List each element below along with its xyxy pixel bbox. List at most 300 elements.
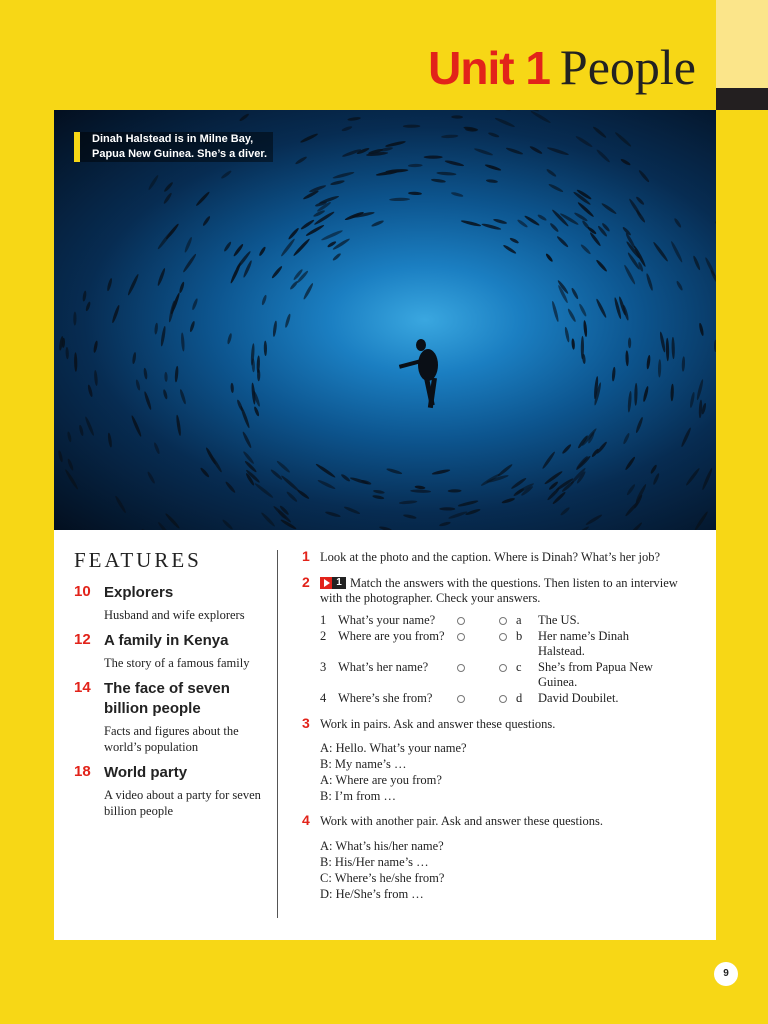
- fish-shape: [321, 229, 344, 241]
- exercise-4: [302, 814, 702, 902]
- fish-shape: [497, 110, 511, 112]
- diver-silhouette: [399, 339, 438, 408]
- fish-shape: [635, 483, 648, 503]
- page-title: [428, 38, 696, 96]
- answer-text: The US.: [538, 612, 580, 627]
- fish-shape: [439, 507, 455, 510]
- fish-shape: [567, 308, 577, 323]
- fish-shape: [242, 431, 253, 449]
- fish-shape: [260, 512, 276, 528]
- fish-shape: [448, 510, 468, 519]
- fish-shape: [182, 253, 197, 273]
- fish-shape: [289, 280, 299, 290]
- fish-shape: [373, 489, 385, 494]
- fish-shape: [408, 191, 422, 195]
- column-divider: [277, 550, 278, 918]
- fish-shape: [680, 427, 692, 448]
- fish-shape: [408, 164, 423, 168]
- question-number: 2: [320, 628, 327, 643]
- fish-shape: [570, 287, 579, 300]
- fish-shape: [143, 368, 148, 380]
- fish-shape: [544, 470, 564, 485]
- fish-shape: [627, 391, 632, 413]
- hero-photo: [54, 110, 716, 530]
- fish-shape: [595, 259, 608, 273]
- exercise-3: [302, 714, 702, 805]
- question-text: What’s her name?: [338, 659, 429, 674]
- fish-shape: [242, 450, 255, 464]
- exercises: [302, 550, 702, 902]
- fish-shape: [693, 511, 708, 530]
- fish-shape: [272, 320, 277, 337]
- fish-shape: [165, 223, 180, 240]
- fish-shape: [634, 383, 638, 406]
- fish-shape: [545, 253, 554, 263]
- feature-item[interactable]: [74, 679, 274, 755]
- fish-shape: [127, 273, 140, 296]
- feature-page: 10: [74, 583, 91, 600]
- fish-shape: [253, 406, 260, 417]
- fish-shape: [332, 171, 354, 180]
- fish-shape: [517, 219, 529, 229]
- unit-label: Unit 1: [428, 42, 550, 94]
- dialog-line: A: What’s his/her name?: [320, 838, 444, 853]
- fish-shape: [414, 485, 425, 489]
- fish-shape: [481, 223, 501, 231]
- fish-shape: [111, 304, 120, 323]
- fish-shape: [251, 358, 255, 372]
- fish-shape: [64, 469, 79, 491]
- fish-shape: [195, 191, 211, 207]
- fish-school-illustration: [54, 110, 716, 530]
- fish-shape: [585, 513, 603, 526]
- exercise-instruction: Look at the photo and the caption. Where is Dinah? What’s her job?: [320, 550, 661, 564]
- content-panel: [54, 530, 716, 940]
- fish-shape: [547, 146, 570, 156]
- exercise-instruction: Match the answers with the questions. Then listen to an interview with the photographer. Check your answers.: [320, 575, 678, 605]
- fish-shape: [575, 135, 593, 148]
- fish-shape: [347, 116, 361, 121]
- fish-shape: [484, 163, 501, 171]
- fish-shape: [332, 237, 351, 250]
- fish-shape: [67, 431, 72, 442]
- fish-shape: [704, 257, 716, 277]
- fish-shape: [174, 366, 179, 383]
- fish-shape: [179, 389, 187, 405]
- feature-page: 12: [74, 631, 91, 648]
- fish-shape: [341, 125, 352, 132]
- exercise-number: 1: [302, 548, 310, 564]
- fish-shape: [223, 241, 232, 252]
- feature-page: 14: [74, 679, 91, 696]
- fish-shape: [332, 252, 342, 261]
- fish-shape: [191, 298, 198, 311]
- fish-shape: [286, 491, 298, 503]
- fish-shape: [330, 179, 345, 185]
- features-sidebar: [74, 548, 274, 827]
- feature-description: The story of a famous family: [104, 656, 250, 670]
- fish-shape: [410, 489, 431, 493]
- exercise-number: 4: [302, 812, 310, 828]
- exercise-1: [302, 550, 702, 566]
- corner-tab-dark: [716, 88, 768, 110]
- question-number: 1: [320, 612, 327, 627]
- fish-shape: [280, 474, 300, 492]
- fish-shape: [276, 460, 291, 474]
- fish-shape: [239, 113, 250, 122]
- fish-shape: [264, 341, 267, 356]
- fish-shape: [164, 512, 180, 529]
- fish-shape: [153, 442, 161, 455]
- fish-shape: [225, 481, 237, 494]
- fish-shape: [371, 219, 385, 227]
- fish-shape: [292, 238, 310, 257]
- fish-shape: [502, 244, 517, 255]
- fish-shape: [284, 313, 291, 328]
- fish-shape: [581, 427, 598, 446]
- fish-shape: [85, 301, 91, 311]
- fish-shape: [295, 156, 308, 166]
- fish-shape: [689, 392, 695, 409]
- match-circle-icon[interactable]: [499, 695, 507, 703]
- fish-shape: [300, 219, 315, 231]
- fish-shape: [595, 298, 607, 318]
- fish-shape: [601, 202, 618, 215]
- fish-shape: [444, 159, 464, 167]
- fish-shape: [638, 169, 650, 183]
- fish-shape: [635, 196, 645, 206]
- fish-shape: [147, 174, 159, 190]
- answer-letter: a: [516, 612, 522, 627]
- fish-shape: [622, 432, 630, 444]
- exercise-number: 2: [302, 573, 310, 590]
- feature-title: World party: [104, 764, 188, 781]
- answer-letter: b: [516, 628, 523, 643]
- fish-shape: [403, 514, 417, 520]
- corner-tab-light: [716, 0, 768, 88]
- fish-shape: [623, 264, 636, 285]
- dialog-line: B: His/Her name’s …: [320, 854, 429, 869]
- dialog-line: B: I’m from …: [320, 789, 397, 803]
- diver-part: [399, 359, 421, 369]
- fish-shape: [441, 134, 458, 138]
- match-circle-icon[interactable]: [457, 617, 465, 625]
- fish-shape: [571, 338, 575, 350]
- fish-shape: [258, 246, 266, 257]
- page-number: 9: [714, 962, 738, 986]
- fish-shape: [199, 467, 210, 478]
- fish-shape: [157, 268, 167, 287]
- fish-shape: [494, 117, 515, 129]
- matching-table: [320, 613, 702, 707]
- dialog: [320, 838, 702, 902]
- fish-shape: [65, 347, 69, 359]
- fish-shape: [163, 192, 173, 205]
- dialog-line: A: Where are you from?: [320, 773, 442, 787]
- fish-shape: [74, 352, 78, 371]
- fish-shape: [696, 379, 704, 401]
- fish-shape: [436, 171, 456, 176]
- fish-shape: [564, 327, 570, 343]
- fish-shape: [620, 158, 631, 166]
- fish-shape: [107, 433, 112, 448]
- fish-shape: [574, 211, 589, 222]
- fish-shape: [205, 447, 217, 465]
- fish-shape: [424, 155, 443, 158]
- feature-description: Husband and wife explorers: [104, 608, 245, 622]
- fish-shape: [170, 292, 181, 315]
- fish-shape: [302, 282, 314, 300]
- fish-shape: [676, 280, 684, 291]
- feature-title: Explorers: [104, 584, 174, 601]
- fish-shape: [67, 458, 75, 471]
- fish-shape: [82, 290, 87, 301]
- match-row: [320, 691, 702, 707]
- fish-shape: [626, 521, 643, 530]
- fish-shape: [313, 210, 335, 225]
- fish-shape: [580, 243, 592, 255]
- fish-shape: [317, 479, 336, 490]
- fish-shape: [458, 499, 479, 507]
- fish-shape: [181, 332, 186, 351]
- fish-shape: [399, 500, 418, 505]
- match-circle-icon[interactable]: [499, 633, 507, 641]
- question-text: What’s your name?: [338, 612, 436, 627]
- answer-letter: c: [516, 659, 522, 674]
- fish-shape: [671, 337, 675, 359]
- fish-shape: [652, 473, 660, 486]
- fish-shape: [300, 132, 319, 143]
- fish-shape: [175, 414, 181, 436]
- fish-shape: [372, 494, 384, 499]
- fish-shape: [163, 181, 174, 192]
- fish-shape: [439, 521, 451, 527]
- fish-shape: [280, 238, 296, 257]
- fish-shape: [625, 350, 629, 366]
- fish-shape: [164, 372, 168, 382]
- feature-title: The face of seven billion people: [104, 680, 230, 717]
- fish-shape: [611, 367, 616, 382]
- fish-shape: [541, 451, 556, 470]
- fish-shape: [143, 391, 152, 410]
- fish-shape: [451, 191, 464, 197]
- match-row: [320, 660, 702, 691]
- fish-shape: [389, 198, 410, 202]
- fish-shape: [635, 416, 644, 433]
- fish-shape: [529, 145, 543, 155]
- fish-shape: [261, 294, 268, 305]
- fish-shape: [596, 149, 611, 164]
- fish-shape: [114, 495, 127, 514]
- feature-description: Facts and figures about the world’s population: [104, 724, 239, 754]
- question-number: 4: [320, 690, 327, 705]
- unit-title: People: [559, 39, 696, 95]
- fish-shape: [448, 489, 462, 492]
- fish-shape: [575, 455, 588, 470]
- match-circle-icon[interactable]: [457, 664, 465, 672]
- fish-shape: [202, 215, 211, 226]
- fish-shape: [670, 384, 674, 402]
- fish-shape: [681, 356, 685, 371]
- fish-shape: [511, 110, 522, 111]
- fish-shape: [242, 260, 253, 278]
- dialog-line: A: Hello. What’s your name?: [320, 741, 467, 755]
- fish-shape: [488, 132, 500, 139]
- fish-shape: [592, 126, 607, 139]
- dialog-line: C: Where’s he/she from?: [320, 870, 445, 885]
- fish-shape: [57, 450, 63, 463]
- fish-shape: [315, 463, 336, 479]
- fish-shape: [254, 482, 274, 499]
- fish-shape: [486, 179, 498, 184]
- fish-shape: [624, 456, 636, 471]
- fish-shape: [673, 217, 682, 228]
- fish-shape: [178, 281, 185, 293]
- fish-shape: [87, 384, 93, 397]
- fish-shape: [501, 497, 515, 504]
- fish-shape: [537, 214, 547, 222]
- diver-part: [416, 339, 426, 351]
- fish-shape: [461, 219, 482, 227]
- exercise-instruction: Work in pairs. Ask and answer these questions.: [320, 716, 556, 731]
- match-circle-icon[interactable]: [499, 617, 507, 625]
- photo-caption: [74, 132, 273, 162]
- fish-shape: [184, 236, 194, 253]
- fish-shape: [698, 400, 702, 419]
- feature-item[interactable]: [74, 763, 274, 819]
- caption-line-2: Papua New Guinea. She’s a diver.: [92, 148, 268, 160]
- fish-shape: [451, 115, 463, 119]
- fish-shape: [497, 463, 514, 477]
- fish-shape: [222, 519, 234, 530]
- fish-shape: [714, 221, 716, 239]
- fish-shape: [670, 240, 684, 263]
- fish-shape: [78, 424, 84, 436]
- fish-shape: [233, 243, 245, 257]
- answer-text: Her name’s Dinah Halstead.: [538, 628, 629, 658]
- fish-shape: [474, 147, 494, 156]
- caption-line-1: Dinah Halstead is in Milne Bay,: [92, 133, 254, 145]
- exercise-2: [302, 573, 702, 707]
- fish-shape: [343, 505, 360, 515]
- fish-shape: [162, 389, 168, 400]
- match-circle-icon[interactable]: [499, 664, 507, 672]
- match-row: [320, 629, 702, 660]
- fish-shape: [698, 323, 704, 337]
- fish-shape: [94, 370, 99, 386]
- match-circle-icon[interactable]: [457, 633, 465, 641]
- fish-shape: [505, 147, 523, 156]
- fish-shape: [431, 468, 450, 475]
- fish-shape: [135, 379, 141, 391]
- feature-item[interactable]: [74, 631, 274, 671]
- fish-shape: [403, 125, 420, 128]
- fish-shape: [628, 337, 631, 348]
- fish-shape: [157, 521, 173, 530]
- match-row: [320, 613, 702, 629]
- fish-shape: [692, 255, 701, 271]
- fish-shape: [646, 355, 651, 370]
- question-text: Where are you from?: [338, 628, 445, 643]
- fish-shape: [146, 471, 155, 484]
- answer-text: David Doubilet.: [538, 690, 619, 705]
- dialog: [320, 740, 702, 804]
- fish-shape: [626, 483, 636, 496]
- fish-shape: [106, 278, 113, 292]
- question-number: 3: [320, 659, 327, 674]
- fish-shape: [385, 140, 406, 148]
- fish-shape: [130, 415, 142, 438]
- answer-letter: d: [516, 690, 523, 705]
- fish-shape: [714, 340, 716, 352]
- fish-shape: [624, 501, 639, 517]
- fish-shape: [614, 131, 632, 147]
- feature-page: 18: [74, 763, 91, 780]
- fish-shape: [340, 473, 351, 482]
- fish-shape: [189, 320, 196, 332]
- fish-shape: [227, 333, 233, 345]
- fish-shape: [431, 178, 446, 183]
- fish-shape: [93, 340, 99, 353]
- feature-item[interactable]: [74, 583, 274, 623]
- feature-title: A family in Kenya: [104, 632, 229, 649]
- dialog-line: D: He/She’s from …: [320, 886, 424, 901]
- fish-shape: [650, 464, 658, 474]
- fish-shape: [270, 468, 283, 480]
- fish-shape: [530, 110, 551, 124]
- fish-shape: [701, 467, 713, 490]
- dialog-line: B: My name’s …: [320, 757, 407, 771]
- fish-shape: [509, 237, 519, 244]
- fish-shape: [642, 386, 649, 402]
- fish-shape: [549, 222, 559, 233]
- fish-shape: [325, 511, 341, 518]
- question-text: Where’s she from?: [338, 690, 433, 705]
- fish-shape: [652, 241, 669, 262]
- fish-shape: [386, 467, 403, 475]
- fish-shape: [154, 323, 158, 335]
- fish-shape: [160, 326, 167, 347]
- feature-description: A video about a party for seven billion people: [104, 788, 261, 818]
- fish-shape: [556, 235, 569, 248]
- fish-shape: [84, 416, 95, 436]
- fish-shape: [493, 218, 508, 225]
- fish-shape: [271, 265, 283, 279]
- fish-shape: [685, 467, 701, 486]
- fish-shape: [581, 220, 590, 230]
- fish-shape: [287, 227, 299, 240]
- fish-shape: [548, 183, 564, 193]
- match-circle-icon[interactable]: [457, 695, 465, 703]
- fish-shape: [666, 338, 670, 361]
- fish-shape: [578, 303, 587, 317]
- fish-shape: [561, 443, 572, 454]
- fish-shape: [519, 110, 540, 113]
- fish-shape: [132, 352, 137, 364]
- fish-shape: [583, 320, 588, 337]
- track-number: 1: [332, 577, 346, 589]
- play-icon: [320, 577, 332, 589]
- audio-track-button[interactable]: [320, 577, 346, 589]
- exercise-number: 3: [302, 714, 310, 731]
- fish-shape: [560, 506, 571, 516]
- fish-shape: [658, 359, 662, 377]
- fish-shape: [230, 383, 234, 393]
- fish-shape: [645, 273, 654, 291]
- answer-text: She’s from Papua New Guinea.: [538, 659, 653, 689]
- fish-shape: [551, 301, 560, 323]
- exercise-instruction: Work with another pair. Ask and answer these questions.: [320, 814, 603, 828]
